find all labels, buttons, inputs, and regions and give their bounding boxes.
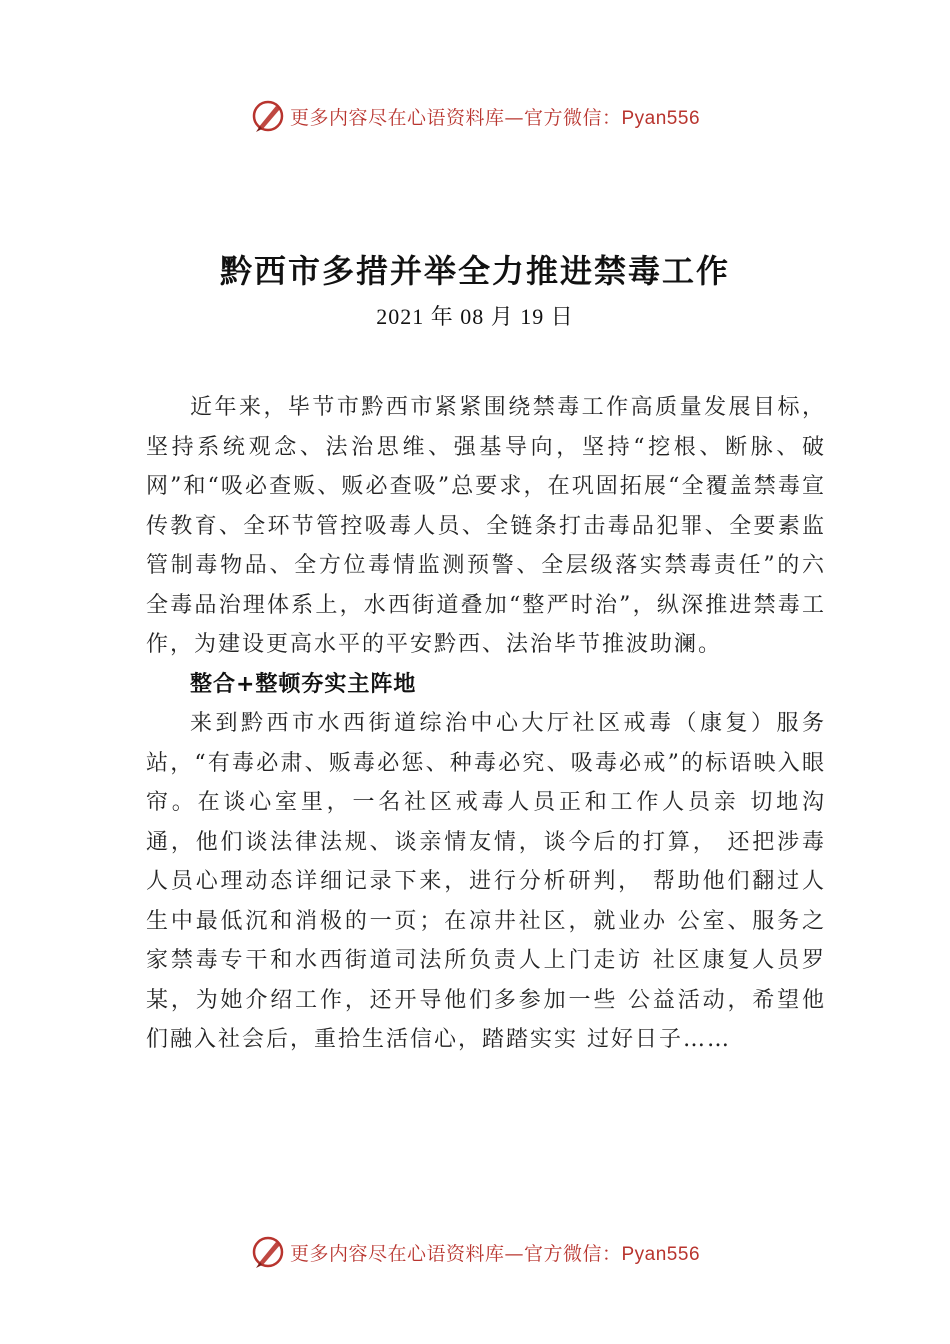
footer-banner — [0, 1232, 950, 1272]
wechat-handle: Pyan556 — [621, 107, 701, 129]
article-body — [146, 388, 826, 1060]
publish-date: 2021 年 08 月 19 日 — [376, 304, 574, 329]
pen-logo-icon — [250, 1234, 286, 1270]
paragraph-intro: 近年来，毕节市黔西市紧紧围绕禁毒工作高质量发展目标，坚持系统观念、法治思维、强基导向，坚持“挖根、断脉、破网”和“吸必查贩、贩必查吸”总要求，在巩固拓展“全覆盖禁毒宣传教育、全环节管控吸毒人员、全链条打击毒品犯罪、全要素监管制毒物品、全方位毒情监测预警、全层级落实禁毒责任”的六全毒品治理体系上，水西街道叠加“整严时治”，纵深推进禁毒工作，为建设更高水平的平安黔西、法治毕节推波助澜。 — [146, 395, 826, 657]
banner-text: 更多内容尽在心语资料库—官方微信：Pyan556 — [289, 106, 701, 129]
pen-logo-icon — [250, 98, 286, 134]
page-title: 黔西市多措并举全力推进禁毒工作 — [219, 252, 730, 290]
section-heading: 整合+整顿夯实主阵地 — [190, 671, 417, 697]
header-banner — [0, 96, 950, 136]
banner-text: 更多内容尽在心语资料库—官方微信：Pyan556 — [289, 1242, 701, 1265]
paragraph-section: 来到黔西市水西街道综治中心大厅社区戒毒（康复）服务站，“有毒必肃、贩毒必惩、种毒必究、吸毒必戒”的标语映入眼帘。在谈心室里，一名社区戒毒人员正和工作人员亲 切地沟通，他们谈法律法规、谈亲情友情，谈今后的打算， 还把涉毒人员心理动态详细记录下来，进行分析研判， 帮助他们翻过人生中最低沉和消极的一页；在凉井社区，就业办 公室、服务之家禁毒专干和水西街道司法所负责人上门走访 社区康复人员罗某，为她介绍工作，还开导他们多参加一些 公益活动，希望他们融入社会后，重拾生活信心，踏踏实实 过好日子…… — [146, 711, 826, 1052]
wechat-handle: Pyan556 — [621, 1243, 701, 1265]
